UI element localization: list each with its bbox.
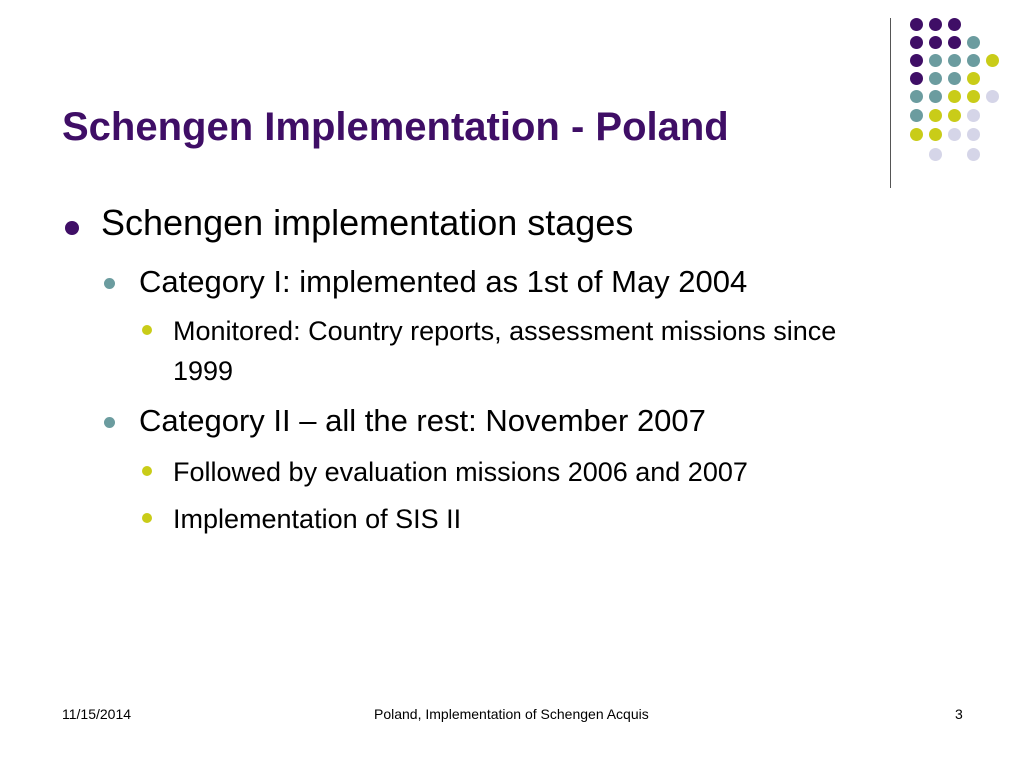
decor-dot [929,148,942,161]
bullet-dot-icon [104,417,115,428]
decor-dot [948,128,961,141]
decor-dot [910,109,923,122]
footer-page-number: 3 [955,706,963,722]
bullet-text: Monitored: Country reports, assessment missions since 1999 [173,316,837,386]
decor-dot [910,18,923,31]
decor-dot [948,54,961,67]
bullet-dot-icon [142,513,152,523]
bullet-level3-evaluation-missions [173,452,913,492]
decor-dot [929,54,942,67]
decor-dot [929,36,942,49]
decor-dot [967,72,980,85]
decor-dot [948,36,961,49]
decor-dot [948,90,961,103]
bullet-level1-stages [101,201,633,245]
decor-dot [967,36,980,49]
decor-dot [948,18,961,31]
footer-date: 11/15/2014 [62,706,132,722]
bullet-text: Schengen implementation stages [101,202,634,243]
decor-dot [948,109,961,122]
decor-dot [929,90,942,103]
slide-title: Schengen Implementation - Poland [62,105,729,149]
decor-dot [986,54,999,67]
decor-dot [967,90,980,103]
decor-dot [910,128,923,141]
bullet-level2-category-1 [139,263,747,301]
bullet-text: Implementation of SIS II [173,504,462,534]
bullet-dot-icon [142,466,152,476]
vertical-divider [890,18,891,188]
bullet-level2-category-2 [139,402,706,440]
footer-center-text: Poland, Implementation of Schengen Acquis [374,706,649,722]
bullet-dot-icon [104,278,115,289]
decor-dot [929,109,942,122]
bullet-level3-sis-ii [173,499,913,539]
decor-dot [929,72,942,85]
bullet-text: Category I: implemented as 1st of May 2004 [139,264,748,299]
decor-dot [910,72,923,85]
decor-dot [910,54,923,67]
decorative-dot-pattern [906,14,1006,166]
decor-dot [948,72,961,85]
decor-dot [986,90,999,103]
decor-dot [910,90,923,103]
decor-dot [929,18,942,31]
bullet-text: Followed by evaluation missions 2006 and 2007 [173,457,748,487]
bullet-level3-monitored [173,311,913,391]
decor-dot [910,36,923,49]
decor-dot [929,128,942,141]
decor-dot [967,54,980,67]
decor-dot [967,109,980,122]
decor-dot [967,148,980,161]
bullet-dot-icon [65,221,79,235]
bullet-dot-icon [142,325,152,335]
decor-dot [967,128,980,141]
bullet-text: Category II – all the rest: November 2007 [139,403,706,438]
